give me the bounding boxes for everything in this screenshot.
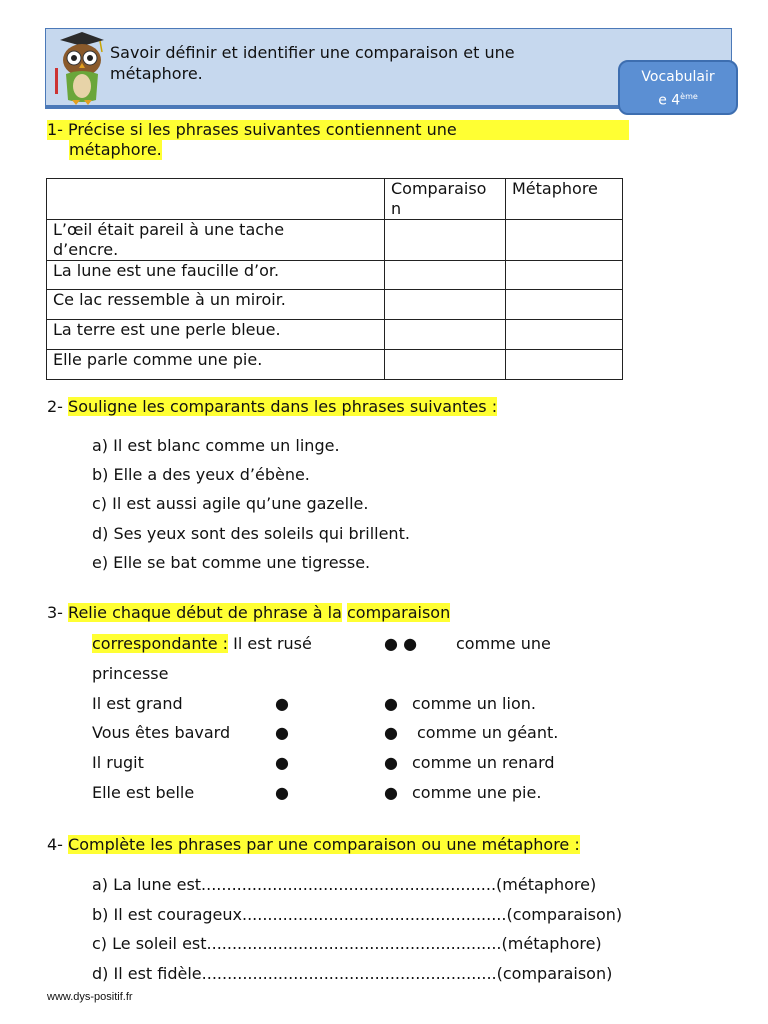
match-dot-left[interactable]: ●: [275, 753, 289, 772]
q2-number: 2-: [47, 397, 63, 416]
q1-number: 1-: [47, 120, 63, 139]
match-dot-right[interactable]: ●: [384, 723, 398, 742]
list-item: e) Elle se bat comme une tigresse.: [92, 553, 371, 572]
match-left-item: Il rugit: [92, 753, 144, 772]
match-right-item: comme une: [456, 634, 551, 653]
table-header-row: [47, 179, 623, 220]
answer-cell[interactable]: [385, 350, 506, 380]
page-title: Savoir définir et identifier une comparaison et une métaphore.: [110, 43, 515, 83]
table-row: La lune est une faucille d’or.: [47, 261, 623, 290]
classification-table: [46, 178, 623, 380]
match-dot-right[interactable]: ●: [384, 783, 398, 802]
match-left-item: Vous êtes bavard: [92, 723, 231, 742]
answer-cell[interactable]: [385, 290, 506, 320]
question-4-heading: [47, 835, 580, 855]
q1-text-2: métaphore.: [69, 140, 162, 159]
table-row: Elle parle comme une pie.: [47, 350, 623, 380]
owl-teacher-icon: [52, 30, 112, 106]
answer-cell[interactable]: [506, 350, 623, 380]
fill-in-item[interactable]: d) Il est fidèle..........................................................(comparaison): [92, 964, 613, 983]
question-1-heading: [47, 120, 629, 160]
match-dot-right[interactable]: ●: [403, 634, 418, 653]
q3-first-row: [92, 634, 312, 654]
table-row: La terre est une perle bleue.: [47, 320, 623, 350]
badge-sup: ème: [680, 92, 698, 101]
q1-text-1: Précise si les phrases suivantes contiennent une: [68, 120, 457, 139]
header-empty-cell: [47, 179, 385, 220]
badge-line-2: [620, 87, 736, 111]
match-right-item: comme une pie.: [412, 783, 542, 802]
match-dot-right[interactable]: ●: [384, 753, 398, 772]
q3-text-b: comparaison: [347, 603, 451, 622]
match-right-item: comme un lion.: [412, 694, 536, 713]
q3-text-a: Relie chaque début de phrase à la: [68, 603, 342, 622]
answer-cell[interactable]: [506, 261, 623, 290]
list-item: b) Elle a des yeux d’ébène.: [92, 465, 310, 484]
question-3-heading: [47, 603, 450, 623]
fill-in-item[interactable]: c) Le soleil est..........................................................(métaphore): [92, 934, 602, 953]
badge-line-1: Vocabulair: [641, 69, 715, 85]
answer-cell[interactable]: [385, 261, 506, 290]
q4-text: Complète les phrases par une comparaison ou une métaphore :: [68, 835, 580, 854]
answer-cell[interactable]: [506, 220, 623, 261]
match-dot-left[interactable]: ●: [275, 694, 289, 713]
answer-cell[interactable]: [385, 320, 506, 350]
match-left-item: Elle est belle: [92, 783, 195, 802]
match-dot-right[interactable]: ●: [384, 694, 398, 713]
list-item: d) Ses yeux sont des soleils qui brillent.: [92, 524, 410, 543]
header-comparaison: Comparaiso n: [385, 179, 506, 220]
match-left-item: Il est grand: [92, 694, 183, 713]
q4-number: 4-: [47, 835, 63, 854]
header-metaphore: Métaphore: [506, 179, 623, 220]
list-item: a) Il est blanc comme un linge.: [92, 436, 340, 455]
match-right-item-cont: princesse: [92, 664, 169, 683]
question-2-heading: [47, 397, 497, 417]
answer-cell[interactable]: [385, 220, 506, 261]
fill-in-item[interactable]: a) La lune est..........................................................(métaphore): [92, 875, 597, 894]
match-dot-left[interactable]: ●: [275, 783, 289, 802]
q3-text-c: correspondante :: [92, 634, 229, 653]
q3-number: 3-: [47, 603, 63, 622]
q2-text: Souligne les comparants dans les phrases suivantes :: [68, 397, 498, 416]
badge-level: e 4: [658, 92, 681, 109]
answer-cell[interactable]: [506, 290, 623, 320]
match-left-item: Il est rusé: [233, 634, 312, 653]
match-dot-left[interactable]: ●: [275, 723, 289, 742]
match-right-item: comme un renard: [412, 753, 555, 772]
footer-website: www.dys-positif.fr: [47, 991, 133, 1003]
list-item: c) Il est aussi agile qu’une gazelle.: [92, 494, 369, 513]
category-badge: [618, 60, 738, 115]
table-row: L’œil était pareil à une tache d’encre.: [47, 220, 623, 261]
answer-cell[interactable]: [506, 320, 623, 350]
fill-in-item[interactable]: b) Il est courageux....................................................(comparaison): [92, 905, 623, 924]
match-dot-pair: [384, 634, 417, 654]
match-right-item: comme un géant.: [417, 723, 559, 742]
table-row: Ce lac ressemble à un miroir.: [47, 290, 623, 320]
match-dot-left[interactable]: ●: [384, 634, 398, 653]
